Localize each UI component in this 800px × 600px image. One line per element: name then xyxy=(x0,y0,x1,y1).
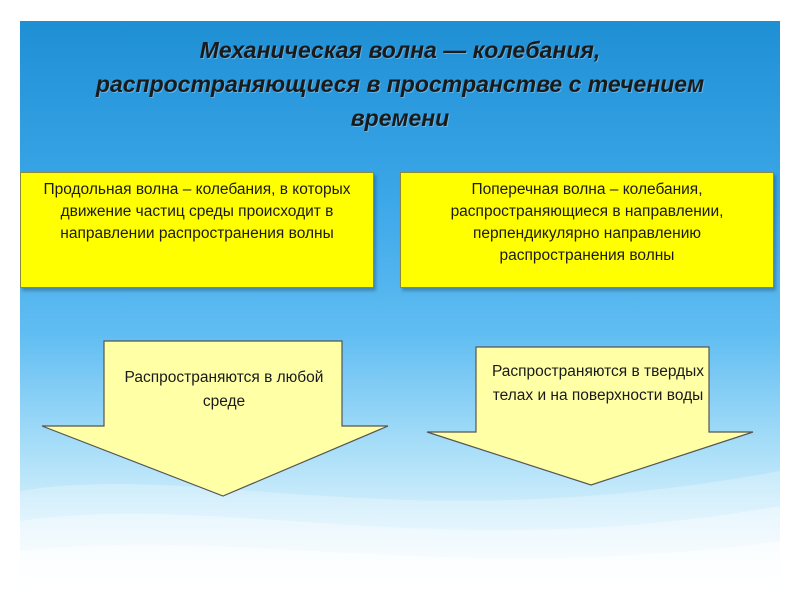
longitudinal-wave-definition: Продольная волна – колебания, в которых движение частиц среды происходит в направлении распространения волны xyxy=(43,181,351,242)
longitudinal-propagation-text: Распространяются в любой среде xyxy=(124,369,324,410)
longitudinal-propagation-arrow xyxy=(40,340,390,498)
transverse-wave-box xyxy=(400,172,774,288)
slide-title: Механическая волна — колебания, распространяющиеся в пространстве с течением времени xyxy=(95,37,705,131)
transverse-propagation-text: Распространяются в твердых телах и на поверхности воды xyxy=(491,363,705,404)
down-arrow-icon xyxy=(40,340,390,498)
slide xyxy=(20,21,780,590)
longitudinal-wave-box xyxy=(20,172,374,288)
transverse-propagation-arrow xyxy=(425,346,755,487)
transverse-wave-definition: Поперечная волна – колебания, распространяющиеся в направлении, перпендикулярно направлению распространения волны xyxy=(450,181,724,264)
